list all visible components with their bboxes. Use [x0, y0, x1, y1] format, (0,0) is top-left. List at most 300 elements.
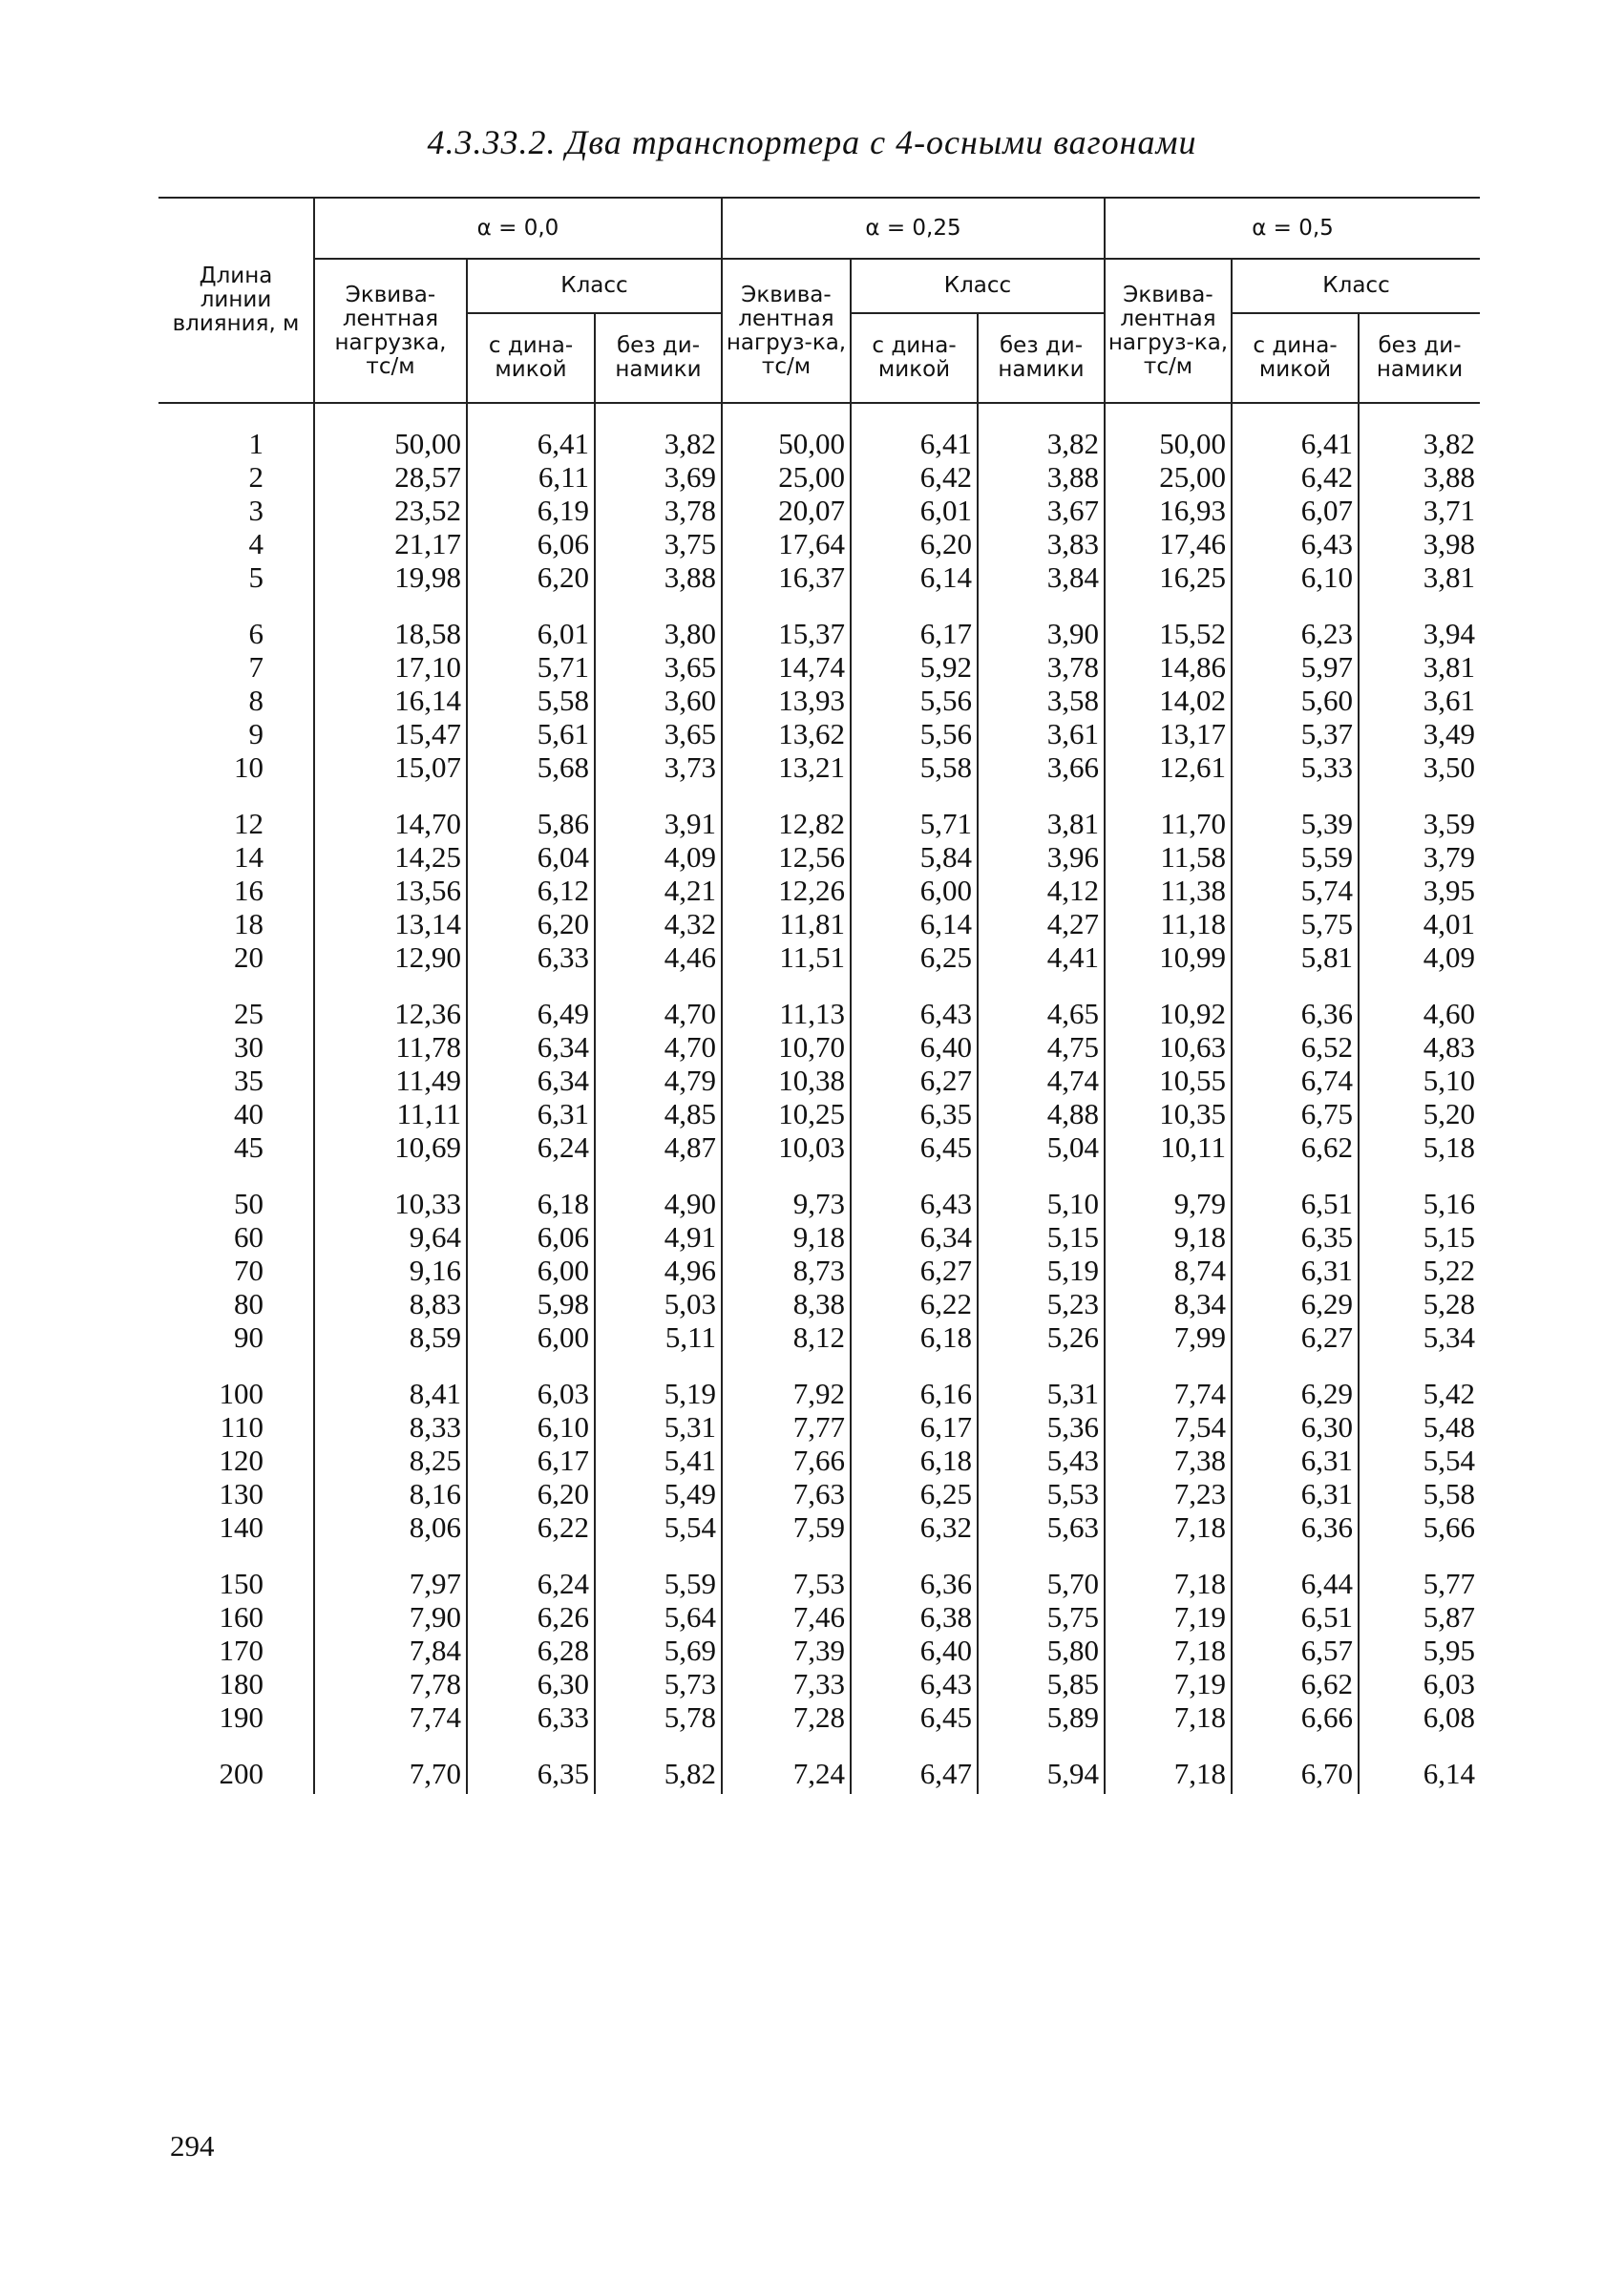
- cell-length: 25: [234, 997, 264, 1030]
- cell-with-dyn-a0: 6,22: [467, 1510, 595, 1544]
- cell-with-dyn-a025: 6,47: [851, 1757, 978, 1790]
- cell-eq-load-a025: 13,21: [722, 750, 851, 784]
- cell-eq-load-a05: 10,92: [1105, 997, 1232, 1030]
- cell-eq-load-a0: 7,90: [314, 1600, 467, 1634]
- cell-without-dyn-a05: 5,28: [1359, 1287, 1480, 1320]
- cell-with-dyn-a025: 6,17: [851, 1410, 978, 1444]
- row-spacer: [158, 784, 1480, 807]
- cell-without-dyn-a05: 6,03: [1359, 1667, 1480, 1700]
- cell-eq-load-a05: 7,18: [1105, 1757, 1232, 1790]
- cell-without-dyn-a025: 5,85: [978, 1667, 1105, 1700]
- cell-eq-load-a025: 11,81: [722, 907, 851, 940]
- cell-with-dyn-a025: 6,27: [851, 1064, 978, 1097]
- table-body: [158, 403, 1480, 1794]
- cell-with-dyn-a025: 6,27: [851, 1254, 978, 1287]
- cell-without-dyn-a025: 4,27: [978, 907, 1105, 940]
- table-row: [158, 1700, 1480, 1734]
- cell-length: 160: [219, 1600, 264, 1634]
- cell-with-dyn-a05: 5,60: [1232, 684, 1359, 717]
- cell-without-dyn-a0: 3,88: [595, 560, 722, 594]
- cell-eq-load-a05: 7,18: [1105, 1510, 1232, 1544]
- cell-without-dyn-a0: 5,41: [595, 1444, 722, 1477]
- cell-with-dyn-a05: 6,70: [1232, 1757, 1359, 1790]
- cell-eq-load-a05: 14,86: [1105, 650, 1232, 684]
- cell-with-dyn-a0: 6,11: [467, 460, 595, 494]
- cell-with-dyn-a025: 6,40: [851, 1634, 978, 1667]
- table-row: [158, 907, 1480, 940]
- cell-without-dyn-a025: 5,04: [978, 1130, 1105, 1164]
- cell-without-dyn-a025: 5,70: [978, 1567, 1105, 1600]
- row-spacer: [158, 403, 1480, 427]
- cell-with-dyn-a025: 6,38: [851, 1600, 978, 1634]
- cell-without-dyn-a025: 5,89: [978, 1700, 1105, 1734]
- without-dynamics-header-05: без ди-намики: [1359, 313, 1480, 403]
- cell-without-dyn-a025: 5,31: [978, 1377, 1105, 1410]
- cell-eq-load-a05: 11,58: [1105, 840, 1232, 874]
- table-row: [158, 1064, 1480, 1097]
- cell-without-dyn-a0: 4,70: [595, 1030, 722, 1064]
- row-spacer: [158, 974, 1480, 997]
- cell-without-dyn-a05: 5,77: [1359, 1567, 1480, 1600]
- cell-without-dyn-a0: 5,31: [595, 1410, 722, 1444]
- cell-without-dyn-a05: 4,60: [1359, 997, 1480, 1030]
- cell-eq-load-a0: 14,25: [314, 840, 467, 874]
- cell-without-dyn-a025: 5,26: [978, 1320, 1105, 1354]
- cell-eq-load-a025: 8,73: [722, 1254, 851, 1287]
- cell-with-dyn-a0: 5,68: [467, 750, 595, 784]
- cell-without-dyn-a05: 4,09: [1359, 940, 1480, 974]
- table-title: 4.3.33.2. Два транспортера с 4-осными вагонами: [427, 123, 1197, 161]
- cell-with-dyn-a0: 6,28: [467, 1634, 595, 1667]
- cell-eq-load-a0: 10,33: [314, 1187, 467, 1220]
- cell-without-dyn-a025: 3,58: [978, 684, 1105, 717]
- cell-eq-load-a0: 8,25: [314, 1444, 467, 1477]
- load-table: [158, 197, 1480, 1794]
- cell-length: 10: [234, 750, 264, 784]
- cell-eq-load-a025: 7,59: [722, 1510, 851, 1544]
- cell-eq-load-a0: 23,52: [314, 494, 467, 527]
- cell-eq-load-a05: 7,19: [1105, 1667, 1232, 1700]
- cell-without-dyn-a0: 5,64: [595, 1600, 722, 1634]
- cell-with-dyn-a05: 6,51: [1232, 1187, 1359, 1220]
- cell-eq-load-a05: 16,25: [1105, 560, 1232, 594]
- cell-without-dyn-a05: 3,81: [1359, 650, 1480, 684]
- cell-with-dyn-a05: 6,42: [1232, 460, 1359, 494]
- cell-length: 130: [219, 1477, 264, 1510]
- table-row: [158, 527, 1480, 560]
- cell-eq-load-a0: 18,58: [314, 617, 467, 650]
- cell-eq-load-a025: 8,12: [722, 1320, 851, 1354]
- cell-with-dyn-a05: 5,75: [1232, 907, 1359, 940]
- cell-eq-load-a0: 17,10: [314, 650, 467, 684]
- alpha-header-025: α = 0,25: [722, 198, 1105, 259]
- cell-without-dyn-a05: 3,95: [1359, 874, 1480, 907]
- cell-with-dyn-a0: 6,49: [467, 997, 595, 1030]
- cell-eq-load-a05: 16,93: [1105, 494, 1232, 527]
- cell-without-dyn-a025: 5,10: [978, 1187, 1105, 1220]
- cell-eq-load-a0: 11,49: [314, 1064, 467, 1097]
- page-number: 294: [170, 2129, 215, 2163]
- cell-without-dyn-a025: 4,41: [978, 940, 1105, 974]
- cell-eq-load-a0: 8,59: [314, 1320, 467, 1354]
- cell-with-dyn-a025: 6,43: [851, 1667, 978, 1700]
- cell-eq-load-a0: 13,14: [314, 907, 467, 940]
- cell-with-dyn-a0: 6,31: [467, 1097, 595, 1130]
- cell-with-dyn-a0: 6,19: [467, 494, 595, 527]
- cell-eq-load-a025: 10,25: [722, 1097, 851, 1130]
- cell-without-dyn-a0: 4,91: [595, 1220, 722, 1254]
- cell-eq-load-a025: 13,93: [722, 684, 851, 717]
- cell-without-dyn-a05: 3,61: [1359, 684, 1480, 717]
- cell-eq-load-a025: 17,64: [722, 527, 851, 560]
- table-row: [158, 1254, 1480, 1287]
- cell-eq-load-a0: 14,70: [314, 807, 467, 840]
- cell-eq-load-a025: 11,13: [722, 997, 851, 1030]
- cell-without-dyn-a0: 5,54: [595, 1510, 722, 1544]
- cell-eq-load-a0: 12,36: [314, 997, 467, 1030]
- cell-with-dyn-a0: 6,12: [467, 874, 595, 907]
- cell-without-dyn-a05: 3,98: [1359, 527, 1480, 560]
- cell-eq-load-a025: 7,53: [722, 1567, 851, 1600]
- cell-length: 60: [234, 1220, 264, 1254]
- cell-with-dyn-a0: 6,01: [467, 617, 595, 650]
- table-row: [158, 1030, 1480, 1064]
- cell-with-dyn-a05: 6,66: [1232, 1700, 1359, 1734]
- cell-without-dyn-a025: 5,80: [978, 1634, 1105, 1667]
- cell-with-dyn-a0: 6,20: [467, 560, 595, 594]
- row-spacer: [158, 1354, 1480, 1377]
- row-spacer: [158, 1544, 1480, 1567]
- cell-length: 3: [248, 494, 264, 527]
- cell-with-dyn-a025: 6,22: [851, 1287, 978, 1320]
- cell-eq-load-a05: 11,18: [1105, 907, 1232, 940]
- table-row: [158, 1287, 1480, 1320]
- cell-eq-load-a0: 8,33: [314, 1410, 467, 1444]
- cell-with-dyn-a025: 6,45: [851, 1130, 978, 1164]
- cell-eq-load-a05: 7,99: [1105, 1320, 1232, 1354]
- cell-eq-load-a025: 7,33: [722, 1667, 851, 1700]
- cell-without-dyn-a0: 3,69: [595, 460, 722, 494]
- cell-length: 18: [234, 907, 264, 940]
- cell-eq-load-a05: 13,17: [1105, 717, 1232, 750]
- cell-with-dyn-a0: 6,20: [467, 907, 595, 940]
- cell-eq-load-a025: 50,00: [722, 427, 851, 460]
- cell-eq-load-a0: 7,78: [314, 1667, 467, 1700]
- cell-with-dyn-a05: 6,23: [1232, 617, 1359, 650]
- cell-without-dyn-a05: 5,34: [1359, 1320, 1480, 1354]
- cell-with-dyn-a05: 6,29: [1232, 1287, 1359, 1320]
- cell-without-dyn-a0: 4,90: [595, 1187, 722, 1220]
- cell-with-dyn-a05: 6,27: [1232, 1320, 1359, 1354]
- cell-with-dyn-a025: 6,36: [851, 1567, 978, 1600]
- cell-with-dyn-a025: 5,84: [851, 840, 978, 874]
- cell-with-dyn-a0: 6,03: [467, 1377, 595, 1410]
- cell-with-dyn-a025: 6,18: [851, 1444, 978, 1477]
- cell-without-dyn-a025: 5,15: [978, 1220, 1105, 1254]
- table-row: [158, 750, 1480, 784]
- table-row: [158, 1097, 1480, 1130]
- cell-without-dyn-a0: 4,46: [595, 940, 722, 974]
- cell-eq-load-a05: 8,74: [1105, 1254, 1232, 1287]
- cell-eq-load-a05: 7,54: [1105, 1410, 1232, 1444]
- cell-without-dyn-a025: 4,74: [978, 1064, 1105, 1097]
- cell-with-dyn-a05: 6,43: [1232, 527, 1359, 560]
- cell-without-dyn-a025: 3,81: [978, 807, 1105, 840]
- cell-eq-load-a05: 10,99: [1105, 940, 1232, 974]
- cell-with-dyn-a05: 6,10: [1232, 560, 1359, 594]
- cell-eq-load-a05: 9,18: [1105, 1220, 1232, 1254]
- cell-with-dyn-a0: 6,41: [467, 427, 595, 460]
- cell-with-dyn-a05: 5,37: [1232, 717, 1359, 750]
- cell-eq-load-a05: 7,18: [1105, 1700, 1232, 1734]
- cell-without-dyn-a0: 5,11: [595, 1320, 722, 1354]
- table-row: [158, 940, 1480, 974]
- cell-with-dyn-a0: 6,20: [467, 1477, 595, 1510]
- cell-eq-load-a025: 7,66: [722, 1444, 851, 1477]
- cell-length: 50: [234, 1187, 264, 1220]
- with-dynamics-header-0: с дина-микой: [467, 313, 595, 403]
- cell-eq-load-a05: 11,70: [1105, 807, 1232, 840]
- cell-without-dyn-a05: 4,83: [1359, 1030, 1480, 1064]
- cell-with-dyn-a0: 6,34: [467, 1064, 595, 1097]
- cell-length: 45: [234, 1130, 264, 1164]
- cell-eq-load-a025: 13,62: [722, 717, 851, 750]
- cell-length: 100: [219, 1377, 264, 1410]
- cell-without-dyn-a0: 5,49: [595, 1477, 722, 1510]
- table-row: [158, 1600, 1480, 1634]
- cell-with-dyn-a05: 6,44: [1232, 1567, 1359, 1600]
- cell-eq-load-a0: 15,07: [314, 750, 467, 784]
- cell-without-dyn-a0: 5,03: [595, 1287, 722, 1320]
- cell-with-dyn-a05: 6,36: [1232, 997, 1359, 1030]
- cell-eq-load-a05: 25,00: [1105, 460, 1232, 494]
- class-header-05: Класс: [1232, 259, 1480, 313]
- cell-without-dyn-a05: 3,71: [1359, 494, 1480, 527]
- cell-length: 180: [219, 1667, 264, 1700]
- cell-with-dyn-a05: 6,30: [1232, 1410, 1359, 1444]
- cell-with-dyn-a0: 6,34: [467, 1030, 595, 1064]
- cell-without-dyn-a025: 3,96: [978, 840, 1105, 874]
- cell-eq-load-a025: 10,38: [722, 1064, 851, 1097]
- cell-eq-load-a025: 7,77: [722, 1410, 851, 1444]
- cell-eq-load-a0: 7,97: [314, 1567, 467, 1600]
- class-header-025: Класс: [851, 259, 1105, 313]
- cell-eq-load-a0: 7,74: [314, 1700, 467, 1734]
- cell-without-dyn-a025: 5,36: [978, 1410, 1105, 1444]
- cell-without-dyn-a0: 3,65: [595, 717, 722, 750]
- cell-length: 2: [248, 460, 264, 494]
- cell-without-dyn-a05: 3,79: [1359, 840, 1480, 874]
- cell-with-dyn-a0: 6,00: [467, 1254, 595, 1287]
- cell-without-dyn-a05: 3,49: [1359, 717, 1480, 750]
- cell-without-dyn-a05: 3,88: [1359, 460, 1480, 494]
- cell-eq-load-a05: 10,63: [1105, 1030, 1232, 1064]
- cell-eq-load-a025: 7,24: [722, 1757, 851, 1790]
- cell-eq-load-a025: 9,18: [722, 1220, 851, 1254]
- alpha-header-0: α = 0,0: [314, 198, 722, 259]
- cell-eq-load-a0: 9,64: [314, 1220, 467, 1254]
- cell-eq-load-a025: 7,46: [722, 1600, 851, 1634]
- cell-eq-load-a025: 10,70: [722, 1030, 851, 1064]
- cell-length: 6: [248, 617, 264, 650]
- cell-eq-load-a0: 10,69: [314, 1130, 467, 1164]
- cell-without-dyn-a025: 3,82: [978, 427, 1105, 460]
- cell-without-dyn-a0: 3,91: [595, 807, 722, 840]
- table-row: [158, 1757, 1480, 1790]
- cell-length: 20: [234, 940, 264, 974]
- cell-with-dyn-a0: 6,26: [467, 1600, 595, 1634]
- cell-without-dyn-a05: 5,95: [1359, 1634, 1480, 1667]
- cell-with-dyn-a025: 6,00: [851, 874, 978, 907]
- cell-without-dyn-a025: 5,23: [978, 1287, 1105, 1320]
- cell-with-dyn-a0: 6,04: [467, 840, 595, 874]
- cell-eq-load-a0: 11,78: [314, 1030, 467, 1064]
- table-row: [158, 494, 1480, 527]
- cell-eq-load-a0: 21,17: [314, 527, 467, 560]
- cell-eq-load-a0: 11,11: [314, 1097, 467, 1130]
- cell-eq-load-a05: 9,79: [1105, 1187, 1232, 1220]
- cell-without-dyn-a0: 4,79: [595, 1064, 722, 1097]
- cell-without-dyn-a0: 4,21: [595, 874, 722, 907]
- cell-with-dyn-a025: 6,18: [851, 1320, 978, 1354]
- cell-without-dyn-a025: 5,53: [978, 1477, 1105, 1510]
- cell-without-dyn-a025: 3,66: [978, 750, 1105, 784]
- cell-eq-load-a025: 9,73: [722, 1187, 851, 1220]
- cell-eq-load-a0: 8,06: [314, 1510, 467, 1544]
- cell-with-dyn-a05: 6,31: [1232, 1477, 1359, 1510]
- cell-length: 12: [234, 807, 264, 840]
- cell-with-dyn-a0: 6,00: [467, 1320, 595, 1354]
- cell-without-dyn-a05: 5,20: [1359, 1097, 1480, 1130]
- cell-with-dyn-a0: 6,18: [467, 1187, 595, 1220]
- cell-with-dyn-a025: 6,20: [851, 527, 978, 560]
- cell-eq-load-a025: 12,56: [722, 840, 851, 874]
- cell-without-dyn-a05: 5,58: [1359, 1477, 1480, 1510]
- table-row: [158, 1567, 1480, 1600]
- cell-with-dyn-a025: 5,56: [851, 684, 978, 717]
- cell-with-dyn-a05: 6,62: [1232, 1667, 1359, 1700]
- cell-eq-load-a0: 28,57: [314, 460, 467, 494]
- cell-eq-load-a025: 14,74: [722, 650, 851, 684]
- cell-without-dyn-a05: 3,82: [1359, 427, 1480, 460]
- cell-without-dyn-a05: 5,22: [1359, 1254, 1480, 1287]
- cell-length: 140: [219, 1510, 264, 1544]
- cell-with-dyn-a05: 5,97: [1232, 650, 1359, 684]
- cell-with-dyn-a025: 5,58: [851, 750, 978, 784]
- cell-length: 190: [219, 1700, 264, 1734]
- cell-length: 70: [234, 1254, 264, 1287]
- cell-eq-load-a05: 10,11: [1105, 1130, 1232, 1164]
- table-row: [158, 717, 1480, 750]
- cell-eq-load-a025: 7,92: [722, 1377, 851, 1410]
- cell-with-dyn-a05: 6,31: [1232, 1444, 1359, 1477]
- cell-without-dyn-a025: 3,83: [978, 527, 1105, 560]
- table-row: [158, 1510, 1480, 1544]
- cell-without-dyn-a05: 5,18: [1359, 1130, 1480, 1164]
- cell-without-dyn-a0: 4,70: [595, 997, 722, 1030]
- cell-without-dyn-a0: 3,82: [595, 427, 722, 460]
- cell-length: 4: [248, 527, 264, 560]
- table-row: [158, 840, 1480, 874]
- table-row: [158, 874, 1480, 907]
- cell-without-dyn-a05: 5,48: [1359, 1410, 1480, 1444]
- cell-without-dyn-a0: 5,59: [595, 1567, 722, 1600]
- cell-eq-load-a05: 7,74: [1105, 1377, 1232, 1410]
- with-dynamics-header-05: с дина-микой: [1232, 313, 1359, 403]
- cell-length: 16: [234, 874, 264, 907]
- cell-eq-load-a025: 15,37: [722, 617, 851, 650]
- cell-with-dyn-a0: 5,58: [467, 684, 595, 717]
- cell-length: 14: [234, 840, 264, 874]
- cell-without-dyn-a025: 5,19: [978, 1254, 1105, 1287]
- cell-eq-load-a0: 7,70: [314, 1757, 467, 1790]
- cell-with-dyn-a05: 6,57: [1232, 1634, 1359, 1667]
- cell-eq-load-a0: 9,16: [314, 1254, 467, 1287]
- cell-with-dyn-a025: 6,25: [851, 1477, 978, 1510]
- cell-length: 150: [219, 1567, 264, 1600]
- cell-without-dyn-a0: 4,87: [595, 1130, 722, 1164]
- cell-without-dyn-a0: 5,69: [595, 1634, 722, 1667]
- cell-eq-load-a025: 10,03: [722, 1130, 851, 1164]
- cell-without-dyn-a025: 5,75: [978, 1600, 1105, 1634]
- cell-eq-load-a05: 7,38: [1105, 1444, 1232, 1477]
- cell-without-dyn-a025: 3,84: [978, 560, 1105, 594]
- cell-with-dyn-a025: 5,71: [851, 807, 978, 840]
- table-row: [158, 1444, 1480, 1477]
- cell-length: 40: [234, 1097, 264, 1130]
- equivalent-load-header-05: Эквива-лентная нагруз-ка, тс/м: [1105, 259, 1232, 403]
- equivalent-load-header-025: Эквива-лентная нагруз-ка, тс/м: [722, 259, 851, 403]
- cell-with-dyn-a05: 6,07: [1232, 494, 1359, 527]
- cell-with-dyn-a0: 6,10: [467, 1410, 595, 1444]
- cell-with-dyn-a025: 6,16: [851, 1377, 978, 1410]
- cell-eq-load-a0: 13,56: [314, 874, 467, 907]
- cell-with-dyn-a05: 6,74: [1232, 1064, 1359, 1097]
- without-dynamics-header-0: без ди-намики: [595, 313, 722, 403]
- cell-eq-load-a025: 12,26: [722, 874, 851, 907]
- cell-with-dyn-a025: 6,01: [851, 494, 978, 527]
- row-spacer: [158, 594, 1480, 617]
- cell-without-dyn-a025: 3,78: [978, 650, 1105, 684]
- cell-eq-load-a025: 11,51: [722, 940, 851, 974]
- cell-without-dyn-a025: 3,61: [978, 717, 1105, 750]
- table-row: [158, 1220, 1480, 1254]
- cell-without-dyn-a025: 4,12: [978, 874, 1105, 907]
- cell-without-dyn-a05: 4,01: [1359, 907, 1480, 940]
- cell-eq-load-a0: 8,16: [314, 1477, 467, 1510]
- table-row: [158, 807, 1480, 840]
- cell-with-dyn-a0: 6,33: [467, 940, 595, 974]
- cell-eq-load-a05: 7,18: [1105, 1567, 1232, 1600]
- table-row: [158, 1377, 1480, 1410]
- cell-length: 90: [234, 1320, 264, 1354]
- cell-without-dyn-a025: 4,88: [978, 1097, 1105, 1130]
- cell-length: 1: [248, 427, 264, 460]
- cell-with-dyn-a0: 6,06: [467, 527, 595, 560]
- row-spacer: [158, 1734, 1480, 1757]
- cell-with-dyn-a025: 6,45: [851, 1700, 978, 1734]
- row-spacer: [158, 1164, 1480, 1187]
- cell-with-dyn-a0: 6,33: [467, 1700, 595, 1734]
- cell-with-dyn-a025: 6,34: [851, 1220, 978, 1254]
- cell-length: 9: [248, 717, 264, 750]
- cell-with-dyn-a05: 6,62: [1232, 1130, 1359, 1164]
- cell-without-dyn-a0: 4,85: [595, 1097, 722, 1130]
- cell-without-dyn-a025: 3,90: [978, 617, 1105, 650]
- cell-without-dyn-a0: 3,78: [595, 494, 722, 527]
- table-row: [158, 460, 1480, 494]
- cell-with-dyn-a0: 6,35: [467, 1757, 595, 1790]
